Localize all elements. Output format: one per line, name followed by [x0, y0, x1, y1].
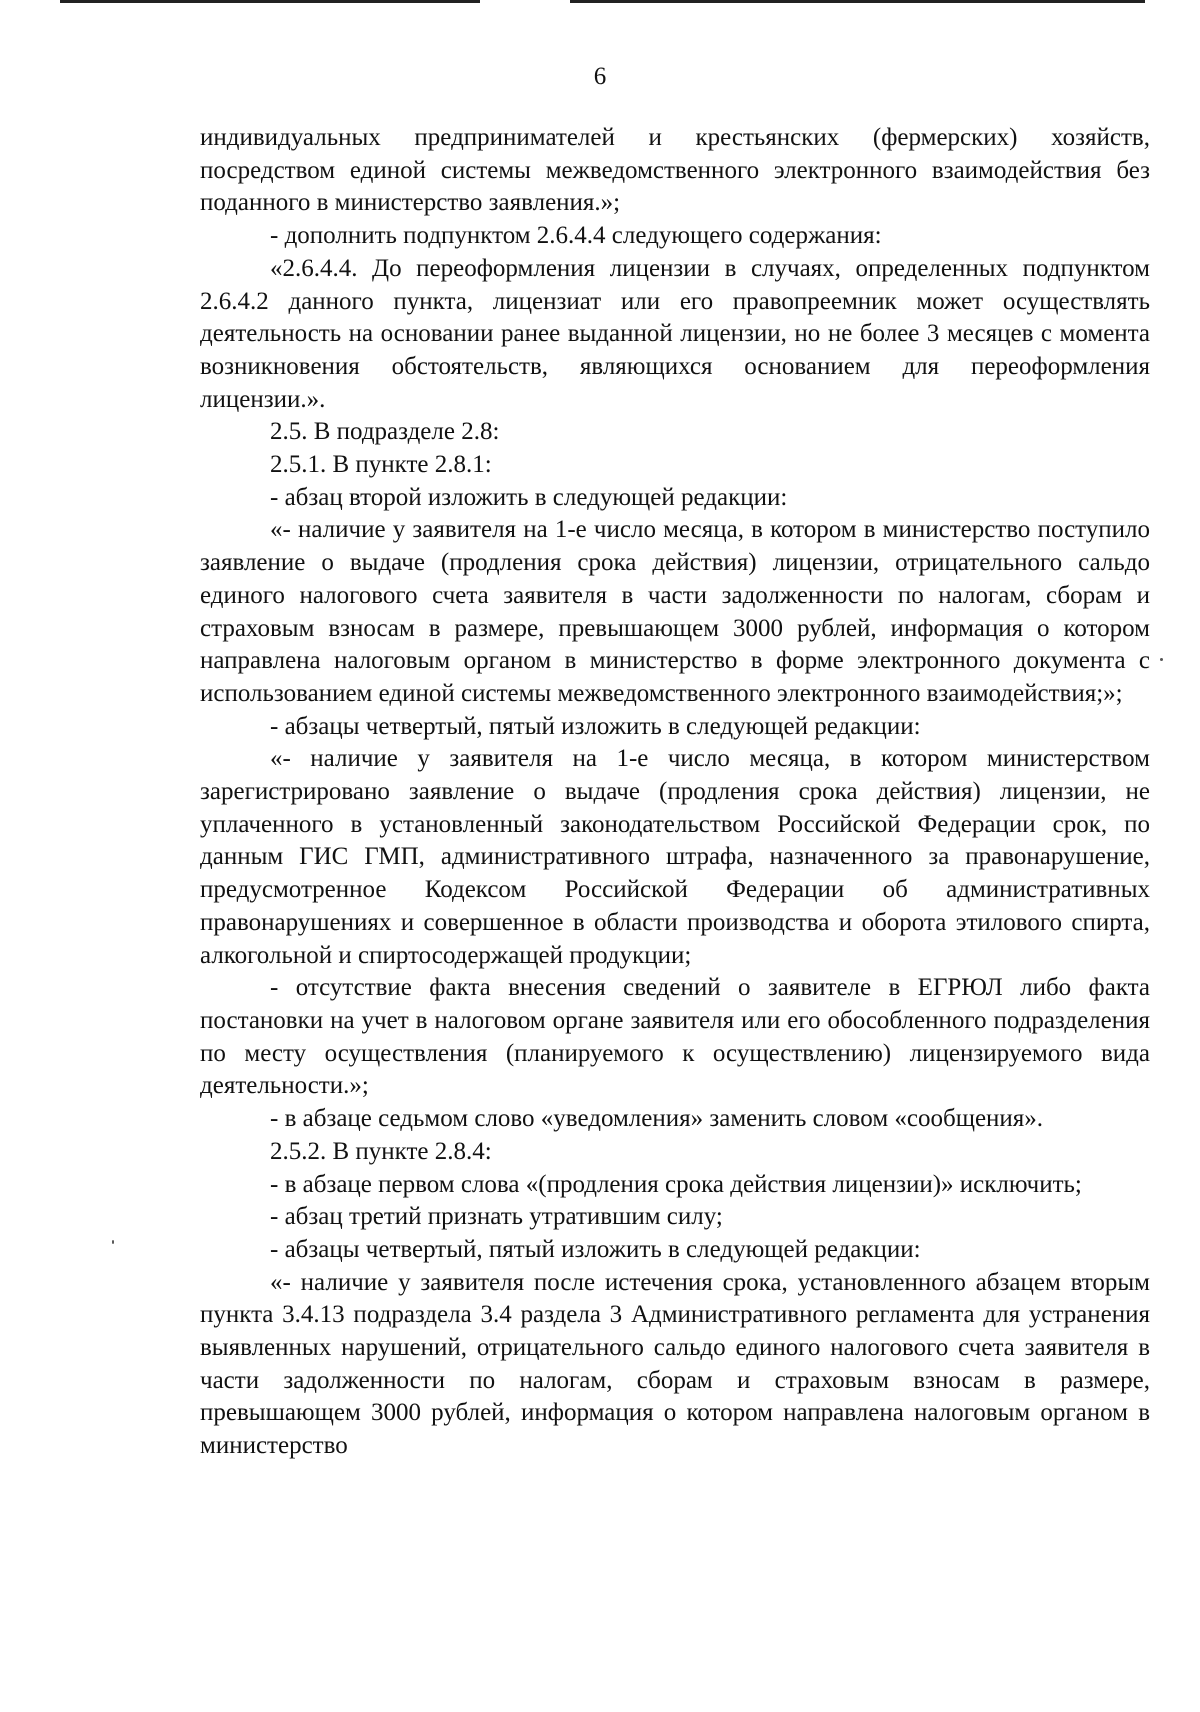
document-body: [200, 122, 1150, 1463]
paragraph: 2.5. В подразделе 2.8:: [270, 418, 500, 446]
paragraph: 2.5.1. В пункте 2.8.1:: [270, 451, 492, 479]
paragraph: - в абзаце первом слова «(продления срока действия лицензии)» исключить;: [270, 1170, 1082, 1198]
paragraph: - абзацы четвертый, пятый изложить в следующей редакции:: [270, 712, 921, 740]
scan-speck: [1160, 658, 1163, 661]
scan-speck: [112, 1240, 114, 1244]
paragraph: - дополнить подпунктом 2.6.4.4 следующего содержания:: [270, 222, 882, 250]
paragraph: - в абзаце седьмом слово «уведомления» заменить словом «сообщения».: [270, 1105, 1044, 1133]
paragraph: - абзацы четвертый, пятый изложить в следующей редакции:: [270, 1235, 921, 1263]
paragraph: «- наличие у заявителя на 1-е число месяца, в котором в министерство поступило заявление о выдаче (продления срока действия) лицензии, отрицательного сальдо единого налогового счета заявителя в части задолженности по налогам, сборам и страховым взносам в размере, превышающем 3000 рублей, информация о котором направлена налоговым органом в министерство в форме электронного документа с использованием единой системы межведомственного электронного взаимодействия;»;: [200, 516, 1150, 707]
paragraph: - абзац второй изложить в следующей редакции:: [270, 483, 788, 511]
paragraph: - отсутствие факта внесения сведений о заявителе в ЕГРЮЛ либо факта постановки на учет в налоговом органе заявителя или его обособленного подразделения по месту осуществления (планируемого к осуществлению) лицензируемого вида деятельности.»;: [200, 974, 1150, 1100]
paragraph: - абзац третий признать утратившим силу;: [270, 1203, 723, 1231]
page-number: 6: [593, 63, 607, 90]
paragraph: 2.5.2. В пункте 2.8.4:: [270, 1137, 492, 1165]
paragraph: «- наличие у заявителя после истечения срока, установленного абзацем вторым пункта 3.4.13 подраздела 3.4 раздела 3 Административного регламента для устранения выявленных нарушений, отрицательного сальдо единого налогового счета заявителя в части задолженности по налогам, сборам и страховым взносам в размере, превышающем 3000 рублей, информация о котором направлена налоговым органом в министерство: [200, 1268, 1150, 1460]
paragraph: индивидуальных предпринимателей и крестьянских (фермерских) хозяйств, посредством единой системы межведомственного электронного взаимодействия без поданного в министерство заявления.»;: [200, 124, 1150, 217]
top-border-line-left: [60, 0, 480, 3]
top-border-line-right: [570, 0, 1145, 3]
paragraph: «- наличие у заявителя на 1-е число месяца, в котором министерством зарегистрировано заявление о выдаче (продления срока действия) лицензии, не уплаченного в установленный законодательством Российской Федерации срок, по данным ГИС ГМП, административного штрафа, назначенного за правонарушение, предусмотренное Кодексом Российской Федерации об административных правонарушениях и совершенное в области производства и оборота этилового спирта, алкогольной и спиртосодержащей продукции;: [200, 745, 1150, 969]
paragraph: «2.6.4.4. До переоформления лицензии в случаях, определенных подпунктом 2.6.4.2 данного пункта, лицензиат или его правопреемник может осуществлять деятельность на основании ранее выданной лицензии, но не более 3 месяцев с момента возникновения обстоятельств, являющихся основанием для переоформления лицензии.».: [200, 254, 1150, 413]
